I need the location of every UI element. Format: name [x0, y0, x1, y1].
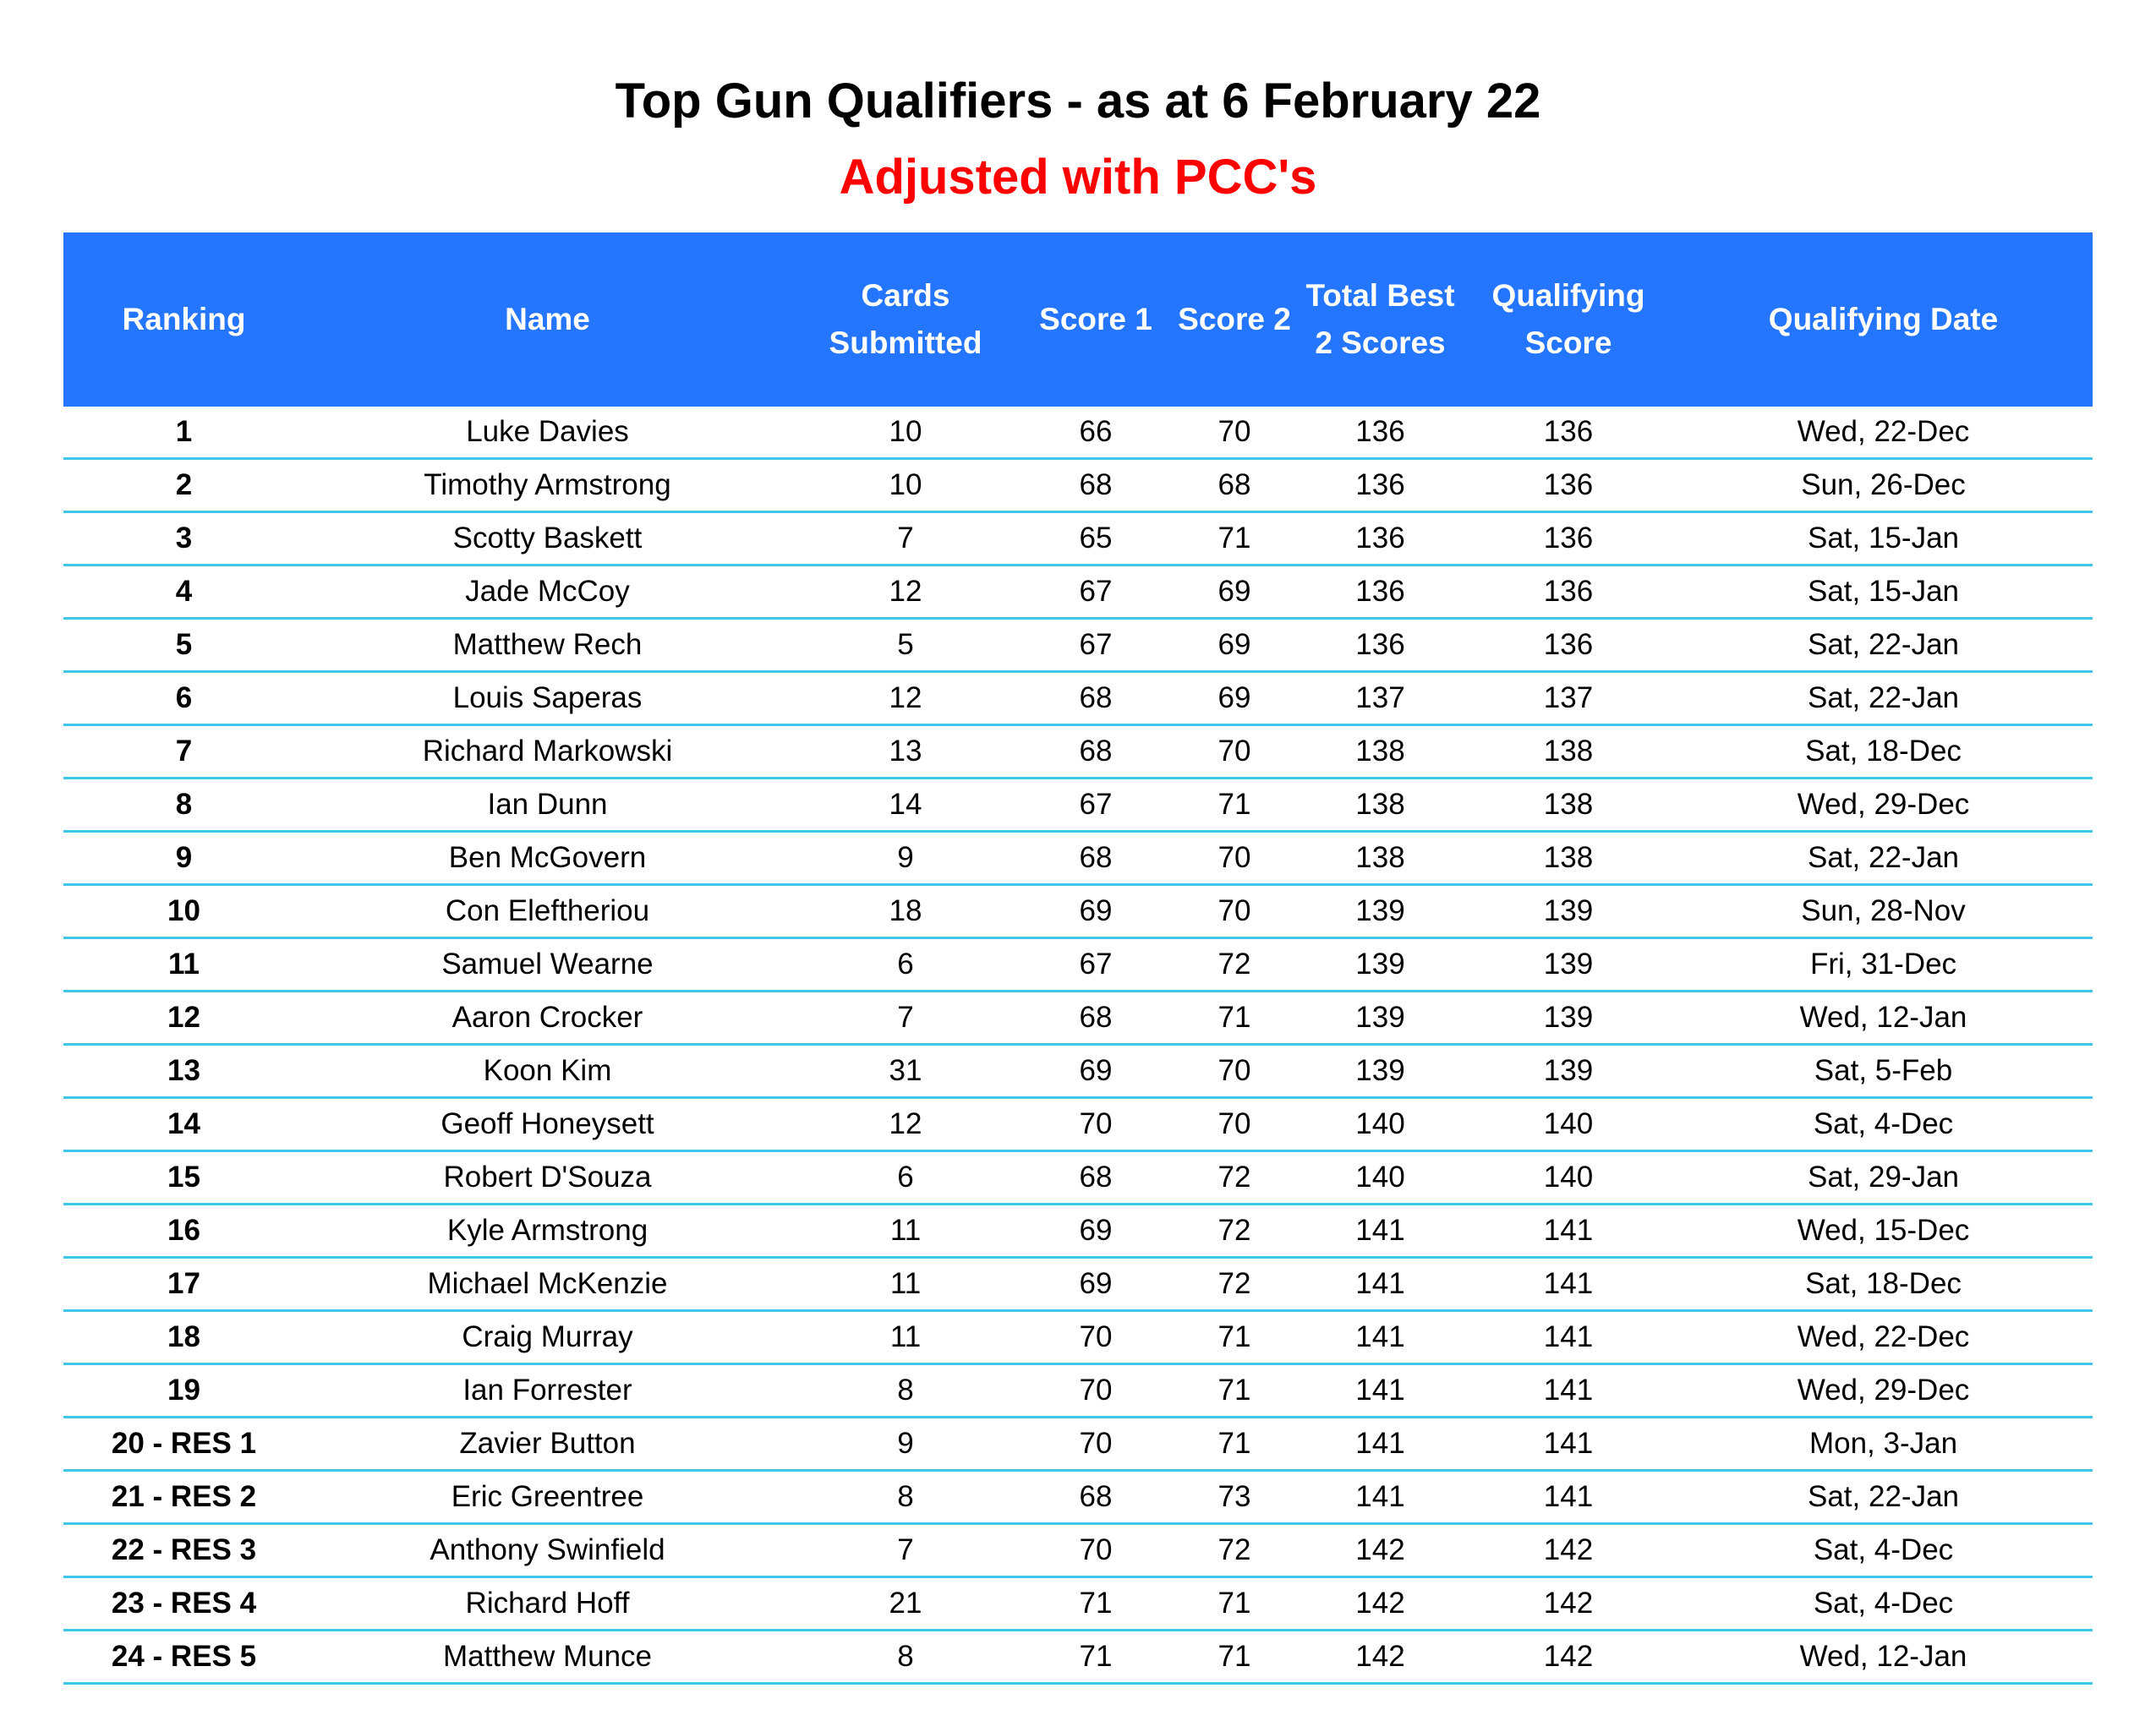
cell-name: Kyle Armstrong: [304, 1205, 791, 1258]
table-header: [63, 232, 2093, 407]
cell-score-1: 71: [1021, 1631, 1171, 1684]
cell-score-2: 71: [1171, 1631, 1298, 1684]
table-row: [63, 1151, 2093, 1205]
cell-total-best: 139: [1298, 885, 1463, 938]
cell-qualifying-score: 139: [1463, 1045, 1674, 1098]
cell-total-best: 141: [1298, 1418, 1463, 1471]
cell-qualifying-score: 139: [1463, 885, 1674, 938]
cell-total-best: 139: [1298, 938, 1463, 992]
header-ranking: Ranking: [63, 232, 304, 407]
cell-qualifying-date: Sat, 15-Jan: [1674, 565, 2093, 619]
cell-qualifying-date: Sun, 26-Dec: [1674, 459, 2093, 512]
cell-qualifying-score: 141: [1463, 1205, 1674, 1258]
cell-score-1: 69: [1021, 1258, 1171, 1311]
cell-qualifying-score: 141: [1463, 1364, 1674, 1418]
table-row: [63, 512, 2093, 565]
page-title: Top Gun Qualifiers - as at 6 February 22: [615, 74, 1541, 128]
table-row: [63, 1205, 2093, 1258]
cell-qualifying-date: Sat, 29-Jan: [1674, 1151, 2093, 1205]
cell-name: Ben McGovern: [304, 832, 791, 885]
cell-name: Matthew Rech: [304, 619, 791, 672]
cell-total-best: 138: [1298, 832, 1463, 885]
cell-total-best: 140: [1298, 1151, 1463, 1205]
header-total-line2: 2 Scores: [1315, 325, 1446, 360]
cell-total-best: 141: [1298, 1311, 1463, 1364]
cell-name: Ian Dunn: [304, 779, 791, 832]
cell-qualifying-date: Wed, 22-Dec: [1674, 1311, 2093, 1364]
cell-total-best: 142: [1298, 1524, 1463, 1577]
cell-score-1: 68: [1021, 832, 1171, 885]
cell-qualifying-date: Wed, 12-Jan: [1674, 992, 2093, 1045]
cell-score-2: 68: [1171, 459, 1298, 512]
cell-score-1: 65: [1021, 512, 1171, 565]
cell-cards-submitted: 31: [791, 1045, 1021, 1098]
cell-score-1: 69: [1021, 1205, 1171, 1258]
cell-score-2: 70: [1171, 1098, 1298, 1151]
cell-score-2: 71: [1171, 1364, 1298, 1418]
cell-score-1: 67: [1021, 619, 1171, 672]
cell-qualifying-date: Wed, 12-Jan: [1674, 1631, 2093, 1684]
cell-cards-submitted: 7: [791, 1524, 1021, 1577]
cell-score-2: 72: [1171, 938, 1298, 992]
table-row: [63, 672, 2093, 725]
cell-cards-submitted: 10: [791, 459, 1021, 512]
cell-score-1: 68: [1021, 1471, 1171, 1524]
cell-total-best: 140: [1298, 1098, 1463, 1151]
header-qual-line1: Qualifying: [1491, 278, 1645, 313]
cell-score-1: 70: [1021, 1364, 1171, 1418]
cell-qualifying-date: Sat, 18-Dec: [1674, 725, 2093, 779]
cell-ranking: 15: [63, 1151, 304, 1205]
cell-name: Michael McKenzie: [304, 1258, 791, 1311]
cell-qualifying-score: 136: [1463, 407, 1674, 459]
cell-name: Scotty Baskett: [304, 512, 791, 565]
cell-ranking: 16: [63, 1205, 304, 1258]
header-cards-submitted: [791, 232, 1021, 407]
cell-total-best: 138: [1298, 725, 1463, 779]
cell-ranking: 19: [63, 1364, 304, 1418]
cell-qualifying-date: Sat, 18-Dec: [1674, 1258, 2093, 1311]
cell-score-1: 68: [1021, 725, 1171, 779]
cell-qualifying-score: 139: [1463, 938, 1674, 992]
cell-name: Richard Hoff: [304, 1577, 791, 1631]
cell-name: Koon Kim: [304, 1045, 791, 1098]
cell-cards-submitted: 11: [791, 1311, 1021, 1364]
cell-score-2: 71: [1171, 1577, 1298, 1631]
table-row: [63, 1418, 2093, 1471]
cell-total-best: 139: [1298, 992, 1463, 1045]
table-row: [63, 1471, 2093, 1524]
cell-qualifying-score: 140: [1463, 1098, 1674, 1151]
header-row: [63, 232, 2093, 407]
table-row: [63, 725, 2093, 779]
cell-qualifying-date: Sat, 22-Jan: [1674, 619, 2093, 672]
cell-name: Craig Murray: [304, 1311, 791, 1364]
table-row: [63, 565, 2093, 619]
cell-score-2: 70: [1171, 407, 1298, 459]
cell-total-best: 136: [1298, 619, 1463, 672]
cell-qualifying-date: Sat, 22-Jan: [1674, 1471, 2093, 1524]
table-row: [63, 1258, 2093, 1311]
cell-score-1: 67: [1021, 565, 1171, 619]
table-row: [63, 1364, 2093, 1418]
cell-total-best: 141: [1298, 1258, 1463, 1311]
cell-score-1: 71: [1021, 1577, 1171, 1631]
cell-cards-submitted: 6: [791, 1151, 1021, 1205]
cell-ranking: 2: [63, 459, 304, 512]
cell-ranking: 9: [63, 832, 304, 885]
cell-qualifying-date: Fri, 31-Dec: [1674, 938, 2093, 992]
cell-name: Robert D'Souza: [304, 1151, 791, 1205]
table-body: [63, 407, 2093, 1684]
cell-cards-submitted: 13: [791, 725, 1021, 779]
cell-score-2: 73: [1171, 1471, 1298, 1524]
table-row: [63, 407, 2093, 459]
cell-cards-submitted: 14: [791, 779, 1021, 832]
cell-score-1: 69: [1021, 885, 1171, 938]
table-row: [63, 1524, 2093, 1577]
cell-qualifying-score: 141: [1463, 1258, 1674, 1311]
cell-score-2: 72: [1171, 1151, 1298, 1205]
cell-name: Richard Markowski: [304, 725, 791, 779]
cell-qualifying-score: 136: [1463, 565, 1674, 619]
cell-score-1: 68: [1021, 1151, 1171, 1205]
cell-qualifying-date: Sat, 4-Dec: [1674, 1524, 2093, 1577]
cell-name: Eric Greentree: [304, 1471, 791, 1524]
table-row: [63, 1631, 2093, 1684]
cell-qualifying-score: 138: [1463, 832, 1674, 885]
header-name: Name: [304, 232, 791, 407]
cell-total-best: 141: [1298, 1205, 1463, 1258]
header-total-line1: Total Best: [1305, 278, 1455, 313]
cell-name: Aaron Crocker: [304, 992, 791, 1045]
cell-score-2: 69: [1171, 619, 1298, 672]
cell-score-2: 72: [1171, 1524, 1298, 1577]
cell-ranking: 7: [63, 725, 304, 779]
cell-name: Louis Saperas: [304, 672, 791, 725]
cell-score-1: 67: [1021, 779, 1171, 832]
cell-ranking: 3: [63, 512, 304, 565]
cell-cards-submitted: 18: [791, 885, 1021, 938]
cell-qualifying-score: 138: [1463, 725, 1674, 779]
cell-cards-submitted: 9: [791, 832, 1021, 885]
header-cards-line1: Cards: [861, 278, 950, 313]
table-row: [63, 619, 2093, 672]
cell-score-2: 70: [1171, 1045, 1298, 1098]
cell-ranking: 10: [63, 885, 304, 938]
cell-total-best: 141: [1298, 1471, 1463, 1524]
cell-qualifying-score: 136: [1463, 512, 1674, 565]
cell-score-1: 70: [1021, 1311, 1171, 1364]
page-subtitle: Adjusted with PCC's: [839, 150, 1317, 205]
cell-cards-submitted: 21: [791, 1577, 1021, 1631]
cell-ranking: 5: [63, 619, 304, 672]
cell-qualifying-date: Sat, 22-Jan: [1674, 832, 2093, 885]
cell-ranking: 14: [63, 1098, 304, 1151]
cell-ranking: 13: [63, 1045, 304, 1098]
cell-score-1: 68: [1021, 459, 1171, 512]
cell-score-2: 71: [1171, 992, 1298, 1045]
table-row: [63, 1098, 2093, 1151]
cell-score-2: 70: [1171, 725, 1298, 779]
cell-name: Anthony Swinfield: [304, 1524, 791, 1577]
cell-qualifying-score: 141: [1463, 1471, 1674, 1524]
cell-cards-submitted: 12: [791, 1098, 1021, 1151]
cell-total-best: 137: [1298, 672, 1463, 725]
cell-qualifying-date: Wed, 29-Dec: [1674, 779, 2093, 832]
cell-score-2: 71: [1171, 1418, 1298, 1471]
cell-qualifying-date: Sat, 5-Feb: [1674, 1045, 2093, 1098]
header-qualifying-date: Qualifying Date: [1674, 232, 2093, 407]
cell-score-2: 70: [1171, 885, 1298, 938]
cell-ranking: 21 - RES 2: [63, 1471, 304, 1524]
cell-score-2: 69: [1171, 565, 1298, 619]
cell-name: Zavier Button: [304, 1418, 791, 1471]
cell-ranking: 20 - RES 1: [63, 1418, 304, 1471]
cell-score-1: 66: [1021, 407, 1171, 459]
header-qual-line2: Score: [1524, 325, 1612, 360]
cell-qualifying-date: Wed, 29-Dec: [1674, 1364, 2093, 1418]
cell-qualifying-date: Sat, 22-Jan: [1674, 672, 2093, 725]
cell-ranking: 6: [63, 672, 304, 725]
cell-total-best: 138: [1298, 779, 1463, 832]
cell-cards-submitted: 8: [791, 1364, 1021, 1418]
cell-name: Geoff Honeysett: [304, 1098, 791, 1151]
cell-total-best: 142: [1298, 1577, 1463, 1631]
cell-score-1: 70: [1021, 1098, 1171, 1151]
qualifiers-table: [63, 232, 2093, 1685]
cell-qualifying-date: Mon, 3-Jan: [1674, 1418, 2093, 1471]
cell-ranking: 4: [63, 565, 304, 619]
cell-total-best: 136: [1298, 407, 1463, 459]
header-total-best: [1298, 232, 1463, 407]
cell-total-best: 141: [1298, 1364, 1463, 1418]
table-row: [63, 938, 2093, 992]
cell-score-2: 69: [1171, 672, 1298, 725]
cell-ranking: 18: [63, 1311, 304, 1364]
header-score-1: Score 1: [1021, 232, 1171, 407]
cell-qualifying-score: 142: [1463, 1577, 1674, 1631]
table-row: [63, 1577, 2093, 1631]
cell-cards-submitted: 8: [791, 1631, 1021, 1684]
cell-qualifying-score: 141: [1463, 1418, 1674, 1471]
cell-qualifying-score: 140: [1463, 1151, 1674, 1205]
cell-score-2: 71: [1171, 779, 1298, 832]
cell-total-best: 136: [1298, 565, 1463, 619]
cell-cards-submitted: 11: [791, 1205, 1021, 1258]
cell-qualifying-score: 142: [1463, 1631, 1674, 1684]
cell-name: Timothy Armstrong: [304, 459, 791, 512]
header-cards-line2: Submitted: [829, 325, 982, 360]
cell-qualifying-score: 138: [1463, 779, 1674, 832]
cell-qualifying-score: 139: [1463, 992, 1674, 1045]
cell-ranking: 8: [63, 779, 304, 832]
cell-ranking: 24 - RES 5: [63, 1631, 304, 1684]
cell-name: Matthew Munce: [304, 1631, 791, 1684]
cell-cards-submitted: 10: [791, 407, 1021, 459]
cell-cards-submitted: 9: [791, 1418, 1021, 1471]
header-score-2: Score 2: [1171, 232, 1298, 407]
cell-ranking: 11: [63, 938, 304, 992]
table-row: [63, 1311, 2093, 1364]
cell-cards-submitted: 11: [791, 1258, 1021, 1311]
cell-qualifying-score: 137: [1463, 672, 1674, 725]
cell-qualifying-score: 142: [1463, 1524, 1674, 1577]
cell-score-1: 68: [1021, 672, 1171, 725]
cell-ranking: 1: [63, 407, 304, 459]
cell-cards-submitted: 12: [791, 565, 1021, 619]
table-row: [63, 1045, 2093, 1098]
cell-score-2: 71: [1171, 512, 1298, 565]
cell-name: Samuel Wearne: [304, 938, 791, 992]
cell-qualifying-date: Sat, 15-Jan: [1674, 512, 2093, 565]
table-row: [63, 885, 2093, 938]
table-row: [63, 832, 2093, 885]
cell-cards-submitted: 5: [791, 619, 1021, 672]
cell-score-2: 70: [1171, 832, 1298, 885]
cell-qualifying-score: 141: [1463, 1311, 1674, 1364]
cell-ranking: 17: [63, 1258, 304, 1311]
cell-score-2: 71: [1171, 1311, 1298, 1364]
cell-name: Ian Forrester: [304, 1364, 791, 1418]
cell-cards-submitted: 6: [791, 938, 1021, 992]
cell-cards-submitted: 7: [791, 512, 1021, 565]
cell-cards-submitted: 12: [791, 672, 1021, 725]
table-row: [63, 459, 2093, 512]
cell-total-best: 142: [1298, 1631, 1463, 1684]
cell-name: Con Eleftheriou: [304, 885, 791, 938]
qualifiers-table-container: [63, 232, 2093, 1685]
cell-score-1: 68: [1021, 992, 1171, 1045]
cell-score-2: 72: [1171, 1205, 1298, 1258]
table-row: [63, 992, 2093, 1045]
header-qualifying-score: [1463, 232, 1674, 407]
cell-total-best: 136: [1298, 512, 1463, 565]
cell-qualifying-date: Wed, 15-Dec: [1674, 1205, 2093, 1258]
table-row: [63, 779, 2093, 832]
cell-qualifying-score: 136: [1463, 459, 1674, 512]
cell-cards-submitted: 7: [791, 992, 1021, 1045]
cell-cards-submitted: 8: [791, 1471, 1021, 1524]
cell-ranking: 12: [63, 992, 304, 1045]
cell-total-best: 136: [1298, 459, 1463, 512]
cell-total-best: 139: [1298, 1045, 1463, 1098]
cell-qualifying-date: Sat, 4-Dec: [1674, 1098, 2093, 1151]
cell-name: Jade McCoy: [304, 565, 791, 619]
cell-score-1: 67: [1021, 938, 1171, 992]
cell-score-1: 70: [1021, 1418, 1171, 1471]
cell-qualifying-date: Sat, 4-Dec: [1674, 1577, 2093, 1631]
cell-ranking: 23 - RES 4: [63, 1577, 304, 1631]
cell-score-1: 69: [1021, 1045, 1171, 1098]
cell-qualifying-score: 136: [1463, 619, 1674, 672]
cell-score-1: 70: [1021, 1524, 1171, 1577]
cell-name: Luke Davies: [304, 407, 791, 459]
cell-qualifying-date: Wed, 22-Dec: [1674, 407, 2093, 459]
cell-qualifying-date: Sun, 28-Nov: [1674, 885, 2093, 938]
cell-ranking: 22 - RES 3: [63, 1524, 304, 1577]
cell-score-2: 72: [1171, 1258, 1298, 1311]
